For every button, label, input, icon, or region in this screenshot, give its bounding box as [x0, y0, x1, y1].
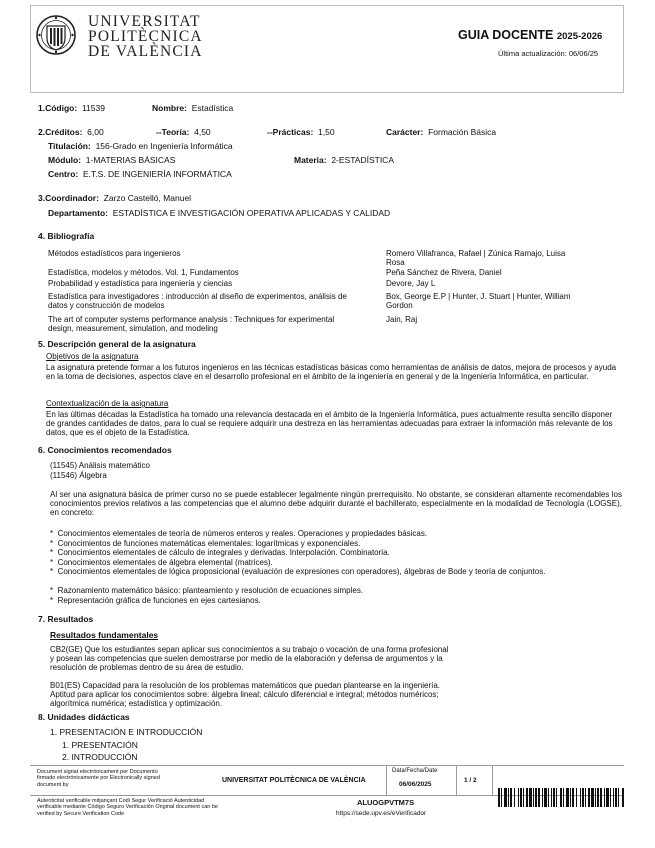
footer-top-rule — [30, 765, 624, 766]
list-item: * Representación gráfica de funciones en ejes cartesianos. — [50, 595, 261, 605]
result-item: B01(ES) Capacidad para la resolución de los problemas matemáticos que puedan plantearse en la ingeniería. Aptitud para aplicar los conocimientos sobre: álgebra lineal; cálculo diferencial e integral; métodos numéricos; algorítmica numérica; estadística y optimización. — [50, 681, 441, 708]
document-title: GUIA DOCENTE 2025-2026 — [458, 28, 603, 42]
signed-note: Document signat electrònicament per Documento firmado electrónicamente por Electronically signed document by — [37, 769, 160, 788]
verification-url: https://sede.upv.es/eVerificador — [336, 810, 427, 817]
bib-title: Probabilidad y estadística para ingeniería y ciencias — [48, 279, 233, 288]
list-item: * Conocimientos elementales de teoría de números enteros y reales. Operaciones y propiedades básicas. — [50, 529, 428, 538]
last-update: Última actualización: 06/06/25 — [498, 49, 599, 58]
barcode-icon — [498, 788, 624, 807]
university-logo-text: UNIVERSITAT POLITÈCNICA DE VALÈNCIA — [88, 13, 203, 60]
footer-divider — [386, 765, 387, 795]
verify-note: Autenticitat verificable mitjançant Codi Segur Verificació Autenticidad verificable mediante Código Seguro Verificación Original document can be verified by Secure Verification Code — [37, 798, 218, 817]
bib-author: Box, George E.P | Hunter, J. Stuart | Hunter, William Gordon — [386, 292, 571, 310]
bib-title: Métodos estadísticos para ingenieros — [48, 249, 181, 258]
section-6-title: 6. Conocimientos recomendados — [38, 445, 172, 455]
section-2-subject: Materia: 2-ESTADÍSTICA — [294, 155, 394, 165]
list-item: * Razonamiento matemático básico: planteamiento y resolución de ecuaciones simples. — [50, 586, 364, 595]
section-2-degree: Titulación: 156-Grado en Ingeniería Informática — [48, 141, 233, 151]
bib-author: Romero Villafranca, Rafael | Zúnica Ramajo, Luisa Rosa — [386, 249, 566, 267]
section-1-name: Nombre: Estadística — [152, 103, 234, 113]
section-3-coordinator: 3.Coordinador: Zarzo Castelló, Manuel — [38, 193, 192, 203]
objectives-text: La asignatura pretende formar a los futuros ingenieros en las técnicas estadísticas básicas como herramientas de análisis de datos, mejora de procesos y ayuda en la toma de decisiones, aspectos clave en el desarrollo profesional en el ámbito de la ingeniería en general y de la Ingeniería Informática, en particular. — [46, 363, 617, 381]
list-item: * Conocimientos elementales de álgebra elemental (matrices). — [50, 557, 273, 567]
bib-title: Estadística, modelos y métodos. Vol. 1, Fundamentos — [48, 268, 239, 277]
section-2-center: Centro: E.T.S. DE INGENIERÍA INFORMÁTICA — [48, 169, 232, 179]
footer-divider — [456, 765, 457, 795]
knowledge-list — [50, 529, 622, 605]
verification-code: ALUOGPVTM7S — [357, 798, 415, 807]
list-item: * Conocimientos elementales de lógica proposicional (evaluación de expresiones con operadores), álgebras de Bode y teoría de conjuntos. — [50, 567, 546, 576]
results-subheading: Resultados fundamentales — [50, 630, 159, 640]
context-heading: Contextualización de la asignatura — [46, 399, 169, 408]
requirement-item: (11546) Álgebra — [50, 471, 107, 480]
footer-divider — [492, 765, 493, 795]
bib-author: Devore, Jay L — [386, 279, 436, 288]
list-item: * Conocimientos elementales de cálculo de integrales y derivadas. Interpolación. Combinatoria. — [50, 548, 390, 557]
section-2-credits: 2.Créditos: 6,00 — [38, 127, 104, 137]
unit-title: 1. PRESENTACIÓN E INTRODUCCIÓN — [50, 727, 203, 737]
section-1-code: 1.Código: 11539 — [38, 103, 105, 113]
bib-author: Peña Sánchez de Rivera, Daniel — [386, 268, 502, 277]
university-seal-icon — [36, 12, 76, 58]
objectives-heading: Objetivos de la asignatura — [46, 352, 139, 361]
requirements-paragraph: Al ser una asignatura básica de primer curso no se puede establecer legalmente ningún prerrequisito. No obstante, se consideran altamente recomendables los conocimientos previos relativos a las competencias que el alumno debe adquirir durante el bachillerato, especialmente en la modalidad de Tecnología (LOGSE), en concreto: — [50, 490, 622, 517]
footer-organization: UNIVERSITAT POLITÈCNICA DE VALÈNCIA — [222, 777, 366, 784]
section-5-title: 5. Descripción general de la asignatura — [38, 339, 196, 349]
bib-title: The art of computer systems performance analysis : Techniques for experimental design, measurement, simulation, and modeling — [48, 315, 335, 333]
date-label: Data/Fecha/Date — [392, 768, 438, 774]
sign-date: 06/06/2025 — [399, 781, 432, 788]
requirement-item: (11545) Análisis matemático — [50, 461, 150, 470]
section-8-title: 8. Unidades didácticas — [38, 712, 130, 722]
page-number: 1 / 2 — [464, 777, 477, 784]
bib-title: Estadística para investigadores : introducción al diseño de experimentos, análisis de datos y construcción de modelos — [48, 292, 347, 310]
section-4-title: 4. Bibliografía — [38, 231, 95, 241]
unit-sub-item: 1. PRESENTACIÓN — [62, 740, 138, 750]
section-2-character: Carácter: Formación Básica — [386, 127, 497, 137]
result-item: CB2(GE) Que los estudiantes sepan aplicar sus conocimientos a su trabajo o vocación de una forma profesional y posean las competencias que suelen demostrarse por medio de la elaboración y defensa de argumentos y la resolución de problemas dentro de su área de estudio. — [50, 645, 449, 672]
bib-author: Jain, Raj — [386, 315, 418, 324]
section-2-practice: --Prácticas: 1,50 — [267, 127, 335, 137]
section-3-department: Departamento: ESTADÍSTICA E INVESTIGACIÓN OPERATIVA APLICADAS Y CALIDAD — [48, 208, 391, 218]
section-7-title: 7. Resultados — [38, 614, 94, 624]
section-2-theory: --Teoría: 4,50 — [156, 127, 211, 137]
context-text: En las últimas décadas la Estadística ha tomado una relevancia destacada en el ámbito de la Ingeniería Informática, pues actualmente resulta sencillo disponer de grandes cantidades de datos, para lo cual se requiere adquirir una destreza en las herramientas adecuadas para extraer la información más relevante de los datos, que es el objeto de la Estadística. — [46, 410, 613, 437]
section-2-module: Módulo: 1-MATERIAS BÁSICAS — [48, 155, 176, 165]
unit-sub-item: 2. INTRODUCCIÓN — [62, 752, 138, 762]
list-item: * Conocimientos de funciones matemáticas elementales: logarítmicas y exponenciales. — [50, 538, 361, 548]
